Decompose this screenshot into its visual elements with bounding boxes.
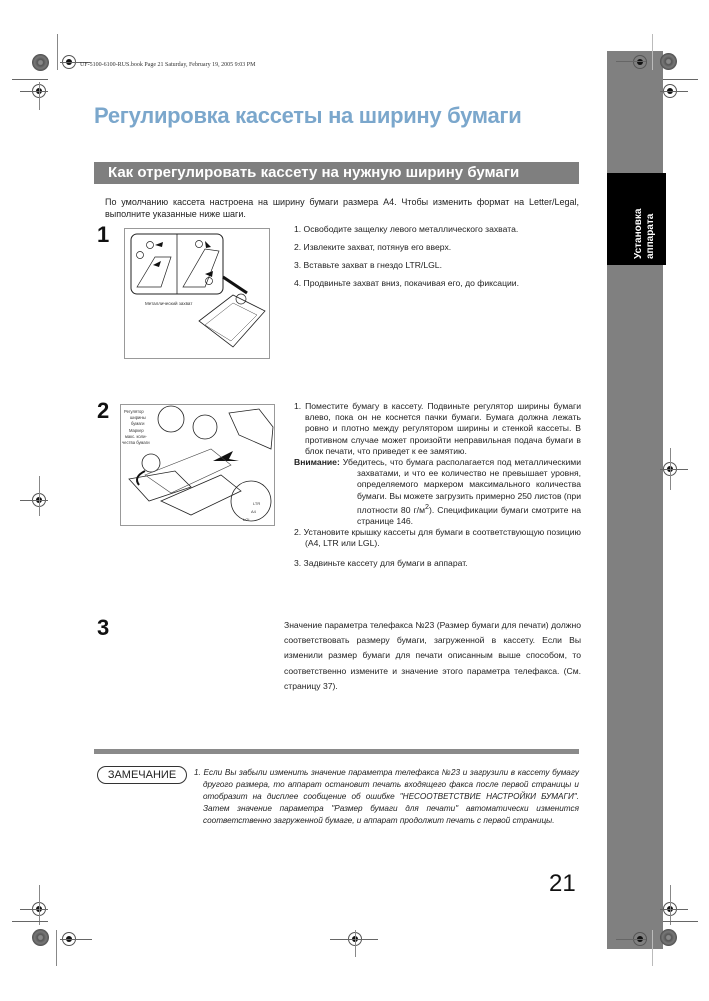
page-title: Регулировка кассеты на ширину бумаги [94,103,522,128]
section-title: Как отрегулировать кассету на нужную ширину бумаги [108,164,520,181]
warning-text: Убедитесь, что бумага располагается под металлическими захватами, и что ее количество не превышает уровня, определяемого маркером максимального количества бумаги. Вы можете загрузить примерно 250 листов (при плотности 80 г/м [342,457,581,515]
chapter-tab-line2: аппарата [644,213,656,259]
registration-dot-icon [32,54,49,71]
paper-loading-illustration [121,405,274,525]
step-number: 1 [97,222,110,247]
chapter-tab-line1: Установка [632,208,644,259]
svg-text:бумаги: бумаги [131,421,145,426]
step3-text: Значение параметра телефакса №23 (Размер бумаги для печати) должно соответствовать размеру бумаги, загруженной в кассету. Если Вы изменили размер бумаги для печати описанным выше способом, то соответственно измените и значение этого параметра телефакса. (См. страницу 37). [284,620,581,691]
step2-illustration [120,404,275,526]
list-item: 3. Вставьте захват в гнездо LTR/LGL. [294,260,442,270]
svg-text:ширины: ширины [130,415,146,420]
intro-paragraph: По умолчанию кассета настроена на ширину бумаги размера А4. Чтобы изменить формат на Letter/Legal, выполните указанные ниже шаги. [105,197,579,219]
list-item: 1. Поместите бумагу в кассету. Подвиньте регулятор ширины бумаги влево, пока он не коснется пачки бумаги. Бумага должна лежать ровно и плотно между регулятором ширины и стенкой кассеты. В противном случае может произойти неправильная подача бумаги в блок печати, что приведет к ее замятию. [294,401,581,456]
step1-illustration [124,228,270,359]
svg-text:Маркер: Маркер [129,428,144,433]
svg-text:LGL: LGL [243,517,251,522]
svg-text:чества бумаги: чества бумаги [122,440,150,445]
registration-dot-icon [660,53,677,70]
registration-dot-icon [32,929,49,946]
section-header [94,162,579,184]
note-divider [94,749,579,754]
step-number: 2 [97,398,110,423]
note-label: ЗАМЕЧАНИЕ [97,766,187,784]
svg-text:Регулятор: Регулятор [124,409,144,414]
list-item: 2. Извлеките захват, потянув его вверх. [294,242,452,252]
page-number: 21 [549,870,576,897]
note-text: 1. Если Вы забыли изменить значение параметра телефакса №23 и загрузили в кассету бумагу другого размера, то аппарат остановит печать входящего факса после первой страницы и отобразит на дисплее сообщение об ошибке "НЕСООТВЕТСТВИЕ НАСТРОЙКИ БУМАГИ". Затем значение параметра "Размер бумаги для печати" автоматически изменится соответственно загруженной бумаге, и аппарат продолжит печать с первой страницы. [194,768,579,825]
cassette-latch-illustration [125,229,269,358]
svg-text:Металлический захват: Металлический захват [145,301,193,306]
svg-text:макс. коли-: макс. коли- [125,434,147,439]
chapter-tab [607,173,666,265]
warning-label: Внимание: [294,457,340,468]
list-item: 3. Задвиньте кассету для бумаги в аппарат. [294,557,468,568]
step-number: 3 [97,615,110,640]
svg-text:A4: A4 [251,509,256,514]
step2-instructions [294,401,581,569]
warning-block: Внимание: Убедитесь, что бумага располагается под металлическими захватами, и что ее количество не превышает уровня, определяемого маркером максимального количества бумаги. Вы можете загрузить примерно 250 листов (при плотности 80 $г/м^2$). Спецификации бумаги смотрите на странице 146. [294,457,581,526]
print-header: UF-5100-6100-RUS.book Page 21 Saturday, February 19, 2005 9:03 PM [80,62,256,68]
list-item: 2. Установите крышку кассеты для бумаги в соответствующую позицию (A4, LTR или LGL). [294,527,581,549]
registration-mark-icon [633,55,647,69]
step1-instructions [294,224,584,296]
list-item: 4. Продвиньте захват вниз, покачивая его, до фиксации. [294,278,519,288]
registration-dot-icon [660,929,677,946]
svg-text:LTR: LTR [253,501,261,506]
list-item: 1. Освободите защелку левого металлического захвата. [294,224,519,234]
